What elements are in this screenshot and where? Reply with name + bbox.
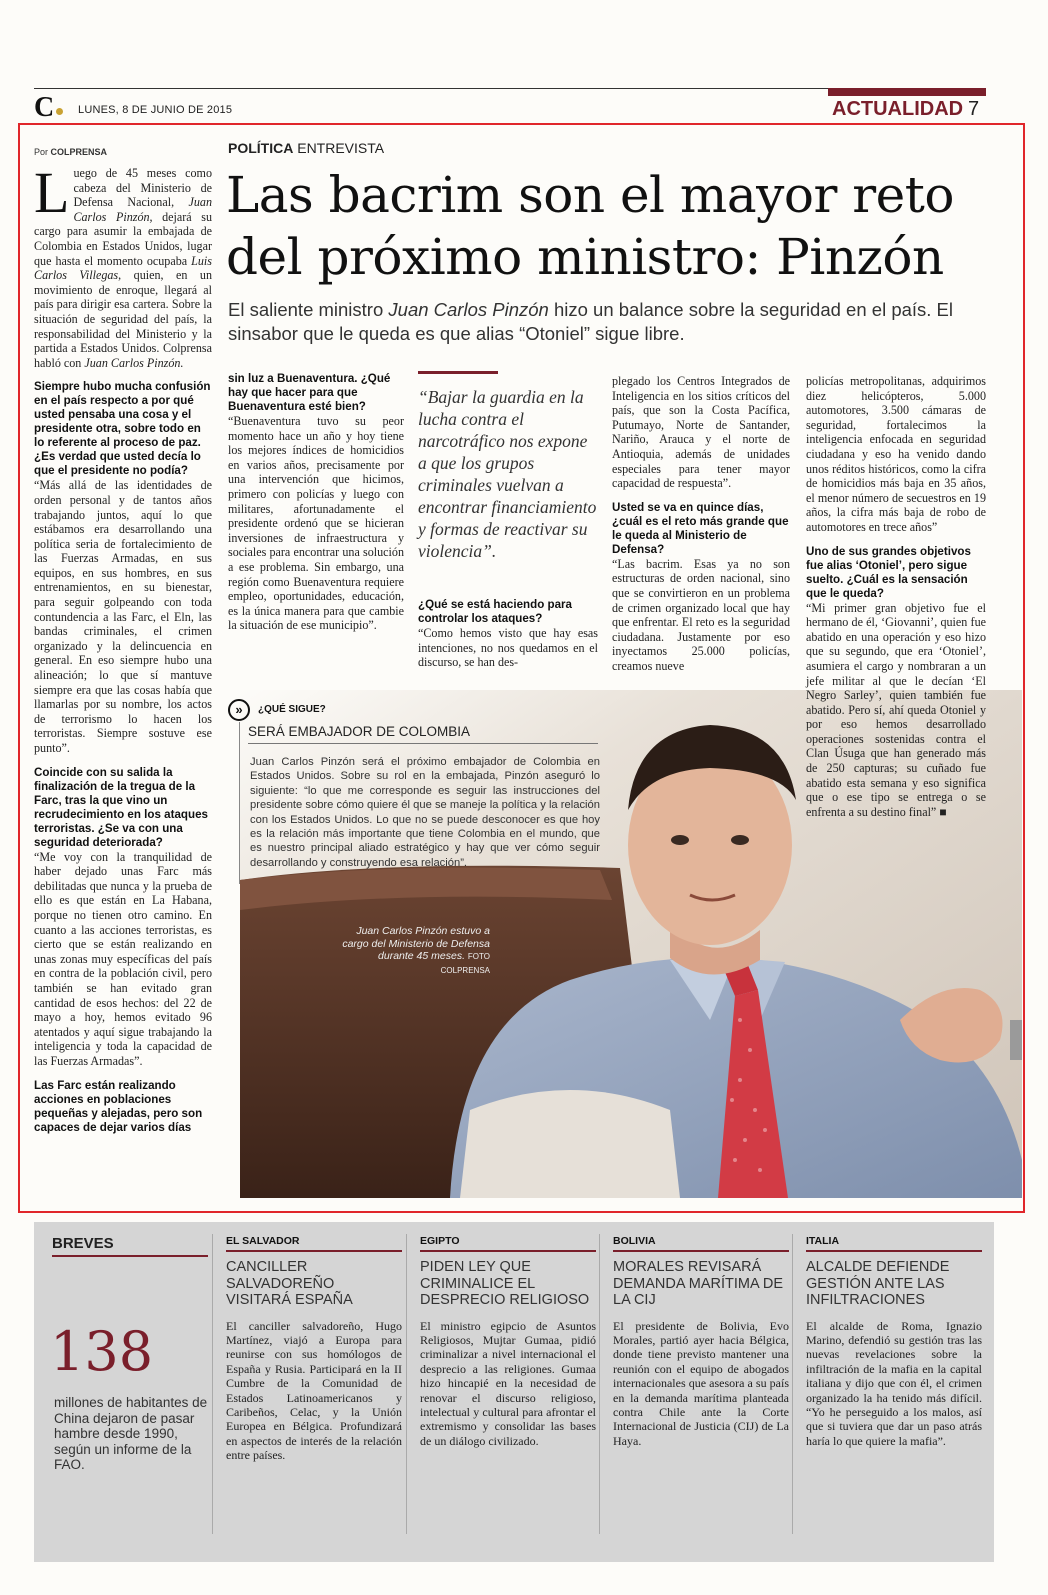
brief-title: PIDEN LEY QUE CRIMINALICE EL DESPRECIO RELIGIOSO	[420, 1259, 590, 1308]
question-2: Coincide con su salida la finalización de la tregua de la Farc, tras la que vino un recrudecimiento en los ataques terroristas. ¿Se va con una seguridad deteriorada?	[34, 765, 208, 849]
breves-tag: BREVES	[52, 1235, 208, 1257]
brief-body: El alcalde de Roma, Ignazio Marino, defendió su gestión tras las nuevas revelaciones sobre la infiltración de la mafia en la capital italiana y dijo que con él, el crimen organizado la ha tenido más difícil. “Yo he perseguido a los malos, así que si tuviera que dar un paso atrás haría lo que quiere la mafia”.	[806, 1318, 982, 1448]
intro-name-3: Juan Carlos Pinzón.	[84, 355, 184, 370]
answer-1: “Más allá de las identidades de orden personal y de tantos años trabajando juntos, aquí lo que estábamos era desarrollando una política seria de fortalecimiento de las Fuerzas Armadas, en sus equipos, en sus hombres, en sus entrenamientos, en su bienestar, para seguir golpeando con toda contundencia a las Farc, el Eln, las bandas criminales, el crimen organizado y la delincuencia en general. En eso siempre hubo una alineación; lo que sí mantuve siempre era que las cosas había que llamarlas por su nombre, los actos de terrorismo lo hacen los terroristas. Siempre sostuve ese punto”.	[34, 478, 212, 755]
brief-tag: EGIPTO	[420, 1235, 596, 1252]
question-6: Uno de sus grandes objetivos fue alias ‘Otoniel’, pero sigue suelto. ¿Cuál es la sensación que le queda?	[806, 544, 971, 600]
intro-name-1: Juan Carlos Pinzón,	[73, 195, 212, 224]
intro-text-b: dejará su cargo para asumir la embajada de Colombia en Estados Unidos, lugar que hasta el momento ocupaba	[34, 209, 212, 268]
page-number: 7	[968, 98, 980, 120]
pullquote: “Bajar la guardia en la lucha contra el narcotráfico nos expone a que los grupos criminales vuelvan a encontrar financiamiento y formas de reactivar su violencia”.	[418, 387, 597, 561]
breves-divider	[212, 1234, 213, 1534]
byline-prefix: Por	[34, 147, 49, 157]
edition-date: LUNES, 8 DE JUNIO DE 2015	[78, 104, 233, 116]
photo-credit: FOTO COLPRENSA	[440, 952, 490, 975]
dropcap: L	[34, 160, 70, 225]
kicker-section: POLÍTICA	[228, 140, 294, 156]
question-5: Usted se va en quince días, ¿cuál es el reto más grande que le queda al Ministerio de Defensa?	[612, 500, 789, 556]
question-3-cont: sin luz a Buenaventura. ¿Qué hay que hacer para que Buenaventura esté bien?	[228, 372, 391, 413]
article-kicker	[228, 140, 384, 156]
que-sigue-body: Juan Carlos Pinzón será el próximo embajador de Colombia en Estados Unidos. Sobre su rol en la embajada, Pinzón aseguró lo siguiente: “lo que me corresponde es seguir las instrucciones del presidente sobre cómo quiere él que se maneje la política y la relación con los Estados Unidos. Lo que no se puede desconocer es que hoy es la relación más importante que tiene Colombia en el mundo, que es nuestro principal aliado estratégico y hay que ver cómo seguir desarrollando y construyendo esa relación”.	[250, 756, 600, 869]
breves-divider	[599, 1234, 600, 1534]
answer-5: “Las bacrim. Esas ya no son estructuras de orden nacional, sino que se convirtieron en un problema de crimen organizado local que hay que enfrentar. El reto es la seguridad ciudadana. Justamente por eso inyectamos 25.000 policías, creamos nueve	[612, 556, 790, 673]
answer-4-start: “Como hemos visto que hay esas intenciones, no nos quedamos en el discurso, se han des-	[418, 626, 598, 670]
caption-text: Juan Carlos Pinzón estuvo a cargo del Ministerio de Defensa durante 45 meses.	[342, 925, 490, 962]
kicker-type: ENTREVISTA	[297, 140, 385, 156]
brief-italia	[806, 1235, 982, 1448]
que-sigue-rule	[239, 722, 240, 884]
newspaper-logo: C	[34, 92, 55, 123]
article-column-5	[806, 374, 986, 819]
article-column-3	[418, 598, 598, 670]
question-4: ¿Qué se está haciendo para controlar los ataques?	[418, 598, 572, 625]
subhead-part-b: hizo un balance sobre la seguridad en el país. El sinsabor que le queda es que alias “Otoniel” sigue libre.	[228, 299, 954, 344]
subhead-part-a: El saliente ministro	[228, 299, 389, 320]
intro-name-2: Luis Carlos Villegas	[34, 253, 212, 283]
pullquote-bar	[418, 371, 498, 374]
breves-number-note: millones de habitantes de China dejaron de pasar hambre desde 1990, según un informe de la FAO.	[54, 1395, 208, 1472]
brief-tag: BOLIVIA	[613, 1235, 789, 1252]
question-3: Las Farc están realizando acciones en poblaciones pequeñas y alejadas, pero son capaces de dejar varios días	[34, 1078, 203, 1134]
brief-title: MORALES REVISARÁ DEMANDA MARÍTIMA DE LA CIJ	[613, 1259, 783, 1308]
photo-caption	[330, 925, 490, 977]
article-column-2	[228, 372, 404, 633]
brief-tag: ITALIA	[806, 1235, 982, 1252]
answer-4-cont: plegado los Centros Integrados de Inteligencia en los sitios críticos del país, que son la Costa Pacífica, Putumayo, Norte de Santander, Nariño, Arauca y el norte de Antioquia, además de unidades especiales para tener mayor capacidad de respuesta”.	[612, 374, 790, 491]
breves-big-number: 138	[50, 1320, 154, 1383]
article-subhead	[228, 298, 998, 346]
article-column-1	[34, 160, 212, 1135]
headline-line-1: Las bacrim son el mayor reto	[226, 166, 954, 224]
question-1: Siempre hubo mucha confusión en el país respecto a por qué usted pensaba una cosa y el presidente otra, sobre todo en lo referente al proceso de paz. ¿Es verdad que usted decía lo que el presidente no podía?	[34, 380, 211, 478]
answer-3: “Buenaventura tuvo su peor momento hace un año y hoy tiene los mejores índices de homicidios en varios años, precisamente por una intervención que hicimos, primero con policías y luego con militares, afortunadamente el presidente ordenó que se hicieran inversiones de infraestructura y sociales para encontrar una solución a ese problema. Sin embargo, una región como Buenaventura requiere empleo, oportunidades, educación, es la única manera para que cambie la situación de ese municipio”.	[228, 414, 404, 633]
brief-el-salvador	[226, 1235, 402, 1463]
article-column-4	[612, 374, 790, 674]
answer-5-cont: policías metropolitanas, adquirimos diez helicópteros, 5.000 automotores, 3.500 cámaras de seguridad, fortalecimos la inteligencia enfocada en seguridad ciudadana y eso ha venido dando unos réditos históricos, como la cifra de homicidios más baja en 35 años, el menor número de secuestros en 19 años, la cifra más baja de robo de automotores en trece años”	[806, 374, 986, 534]
brief-bolivia	[613, 1235, 789, 1448]
brief-body: El presidente de Bolivia, Evo Morales, partió ayer hacia Bélgica, donde tiene previsto mantener una reunión con el equipo de abogados internacionales que asesora a su país en la demanda marítima planteada contra Chile ante la Corte Internacional de Justicia (CIJ) de La Haya.	[613, 1318, 789, 1448]
answer-2: “Me voy con la tranquilidad de haber dejado unas Farc más debilitadas que nunca y la prueba de ello es que están en La Habana, porque no tienen otro camino. En cuanto a las acciones terroristas, es cierto que se están realizando en unas zonas muy específicas del país en contra de la población civil, pero también se han evitado gran cantidad de esos hechos: del 22 de mayo a hoy, hemos evitado 96 atentados y aquí sigue trabajando la inteligencia y toda la capacidad de las Fuerzas Armadas”.	[34, 849, 212, 1068]
article-headline	[226, 164, 1006, 288]
section-color-band	[828, 88, 986, 96]
brief-title: CANCILLER SALVADOREÑO VISITARÁ ESPAÑA	[226, 1259, 353, 1308]
brief-body: El ministro egipcio de Asuntos Religiosos, Mujtar Gumaa, pidió criminalizar a nivel internacional el desprecio a las religiones. Gumaa hizo hincapié en la necesidad de renovar el discurso religioso, intelectual y cultural para afrontar el extremismo y consolidar las bases de un diálogo civilizado.	[420, 1318, 596, 1448]
brief-egipto	[420, 1235, 596, 1448]
brief-body: El canciller salvadoreño, Hugo Martínez, viajó a Europa para reunirse con sus homólogos de España y Rusia. Participará en la II Cumbre de la Comunidad de Estados Latinoamericanos y Caribeños, Celac, y la Unión Europea en Bélgica. Profundizará en aspectos de interés de la relación entre países.	[226, 1318, 402, 1463]
subhead-name: Juan Carlos Pinzón	[388, 299, 549, 320]
breves-divider	[792, 1234, 793, 1534]
section-name: ACTUALIDAD	[832, 98, 964, 120]
chevron-right-icon: »	[228, 699, 250, 721]
brief-tag: EL SALVADOR	[226, 1235, 402, 1252]
brief-title: ALCALDE DEFIENDE GESTIÓN ANTE LAS INFILTRACIONES	[806, 1259, 950, 1308]
byline	[34, 147, 107, 157]
answer-6: “Mi primer gran objetivo fue el hermano de él, ‘Giovanni’, quien fue abatido en una operación y eso hizo que su segundo, que era ‘Otoniel’, asumiera el cargo y nombraran a un jefe militar al que le decían ‘El Negro Sarley’, quien también fue abatido. Pero sí, ahí queda Otoniel y por eso hemos desarrollado operaciones sostenidas contra el Clan Úsuga que han generado más de 250 capturas; su cuñado fue abatido esta semana y eso significa que o ese tipo se entrega o se enfrenta a su destino final” ■	[806, 600, 986, 819]
logo-dot	[56, 108, 63, 115]
intro-text-c: , quien, en un movimiento de enroque, llegará al país para dirigir esa cartera. Sobre la situación de seguridad del país, la responsabilidad del Ministerio y la partida a Estados Unidos. Colprensa habló con	[34, 268, 212, 370]
intro-paragraph	[34, 160, 212, 370]
headline-line-2: del próximo ministro: Pinzón	[226, 228, 944, 286]
breves-divider	[406, 1234, 407, 1534]
que-sigue-title: SERÁ EMBAJADOR DE COLOMBIA	[248, 724, 598, 744]
intro-text-a: uego de 45 meses como cabeza del Ministerio de Defensa Nacional,	[73, 166, 212, 210]
byline-name: COLPRENSA	[50, 147, 108, 157]
que-sigue-label: ¿QUÉ SIGUE?	[258, 704, 326, 715]
